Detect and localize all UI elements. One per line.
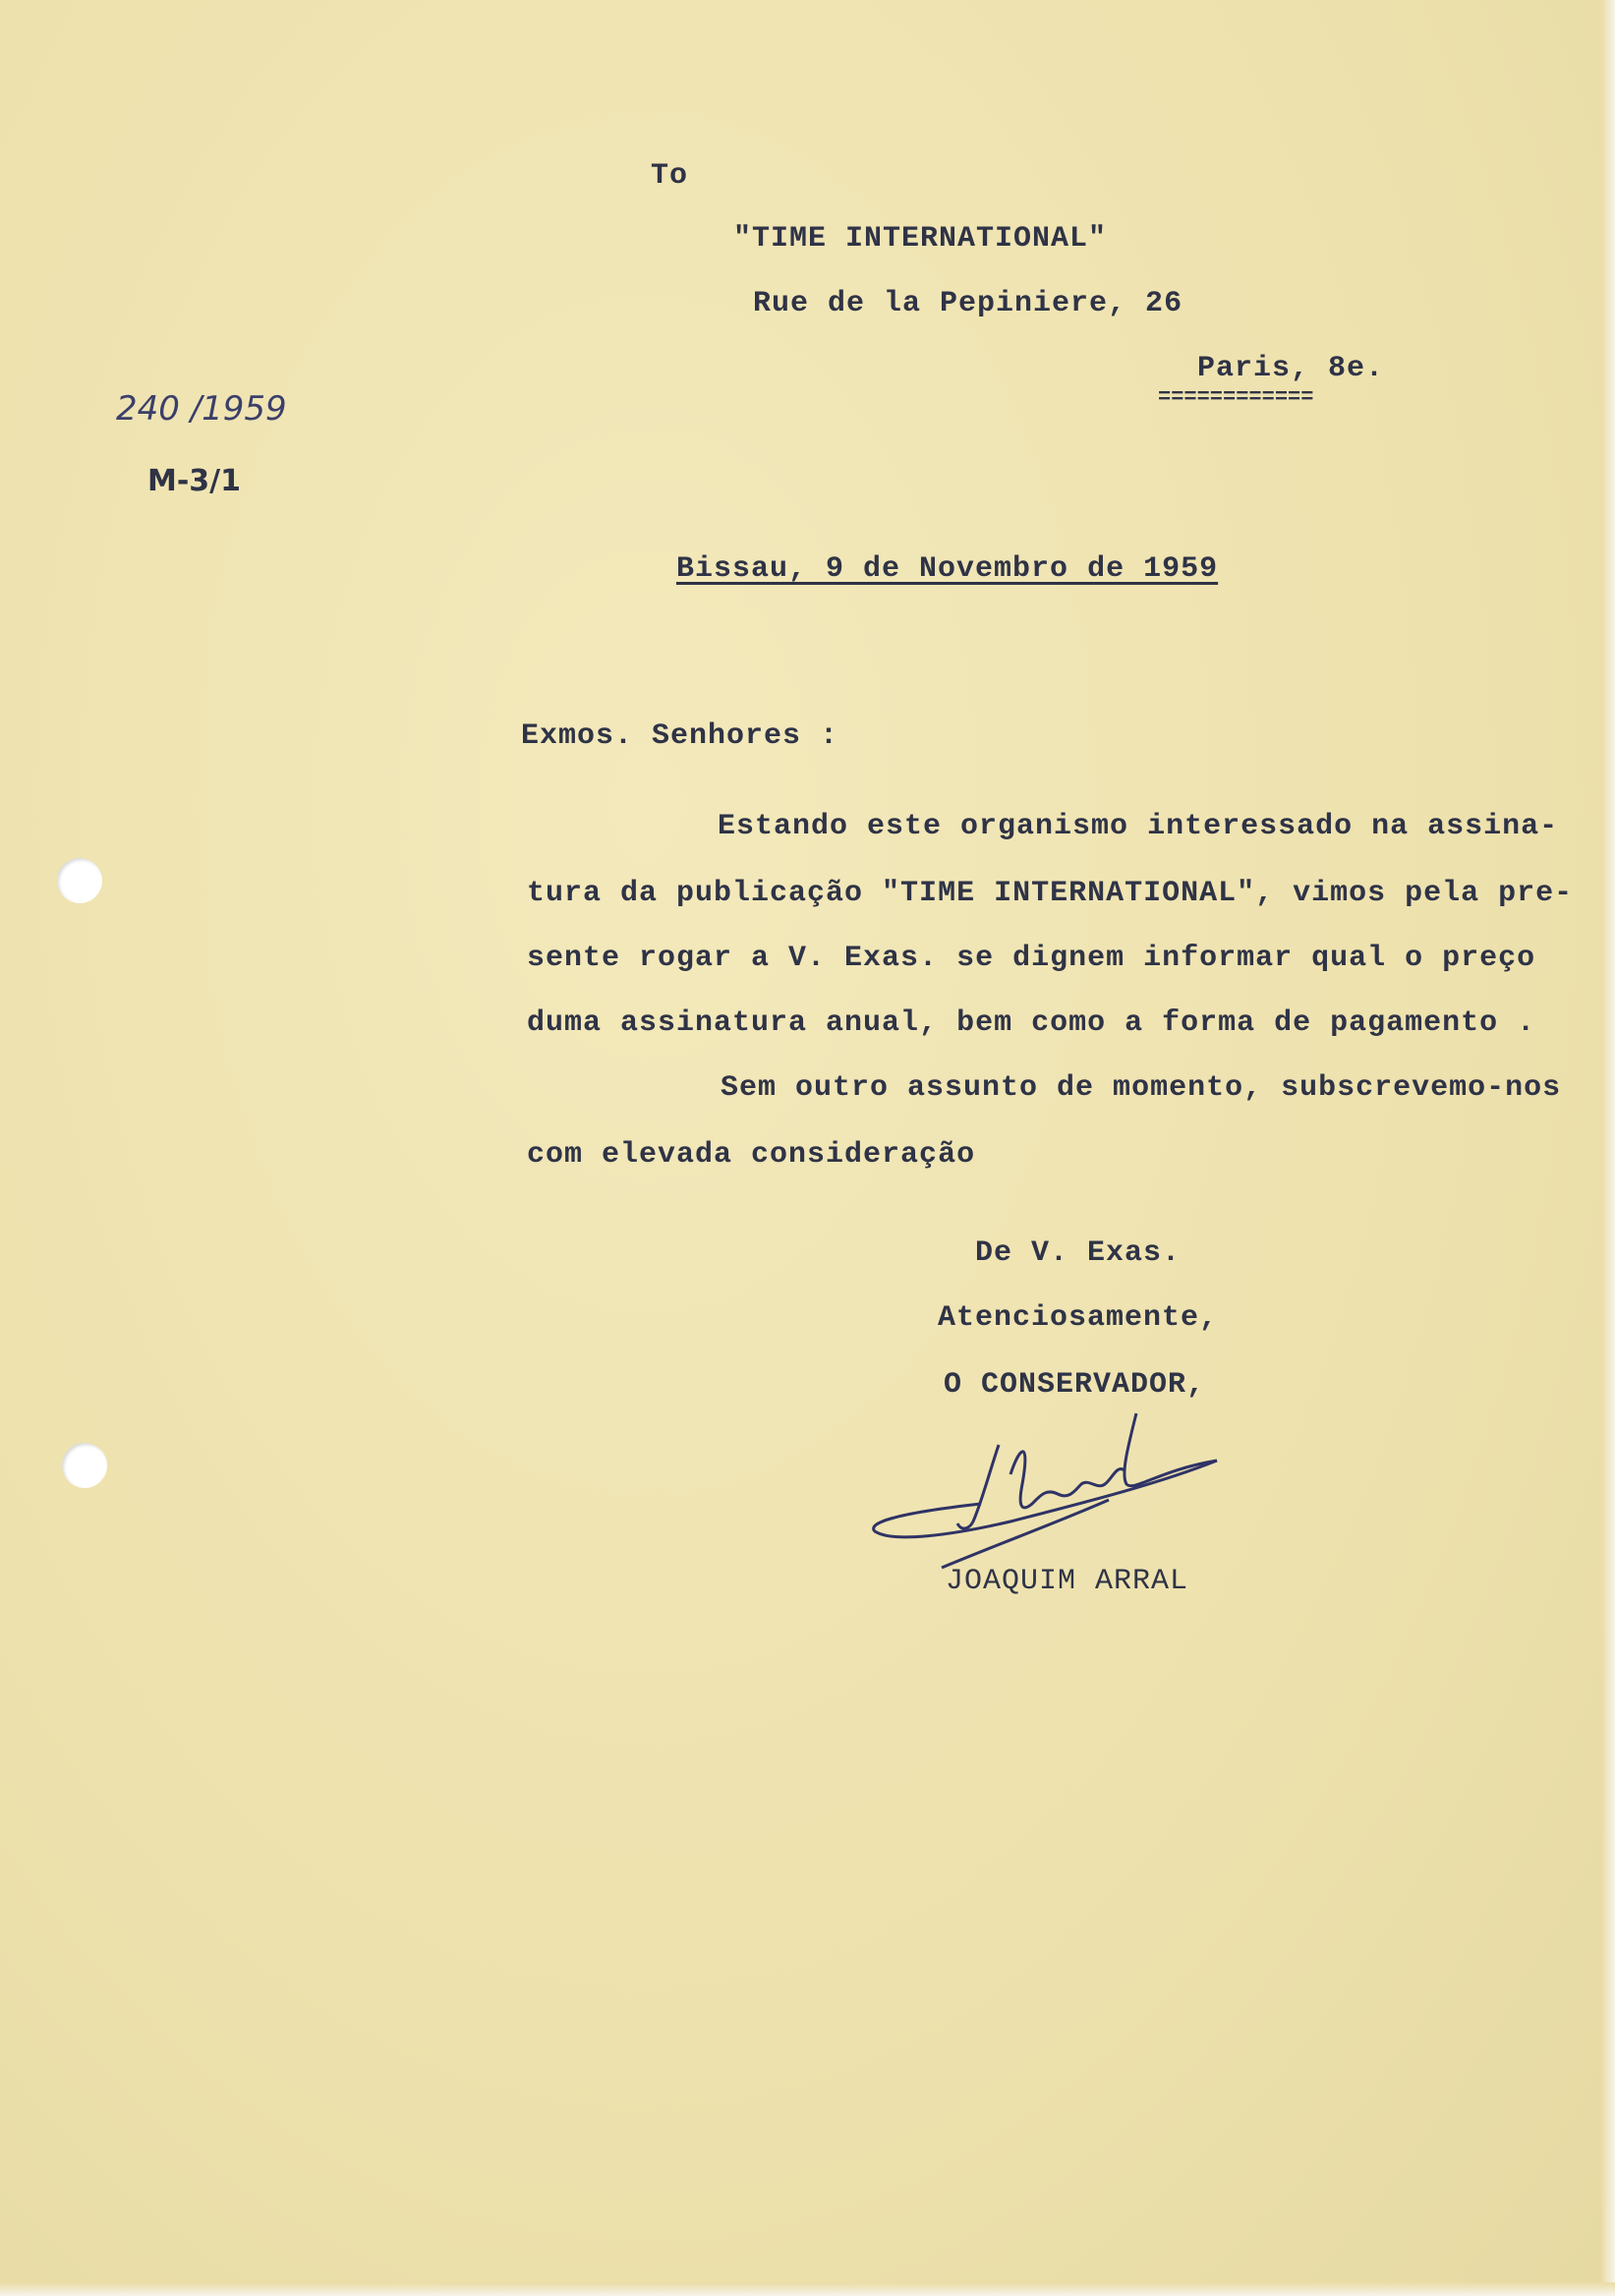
body-line-5: Sem outro assunto de momento, subscrevemo-nos: [721, 1071, 1562, 1105]
closing-line-2: Atenciosamente,: [938, 1301, 1219, 1335]
punch-hole-top: [57, 858, 102, 903]
date-line: Bissau, 9 de Novembro de 1959: [676, 552, 1219, 586]
body-line-2: tura da publicação "TIME INTERNATIONAL", vimos pela pre-: [527, 877, 1574, 910]
handwritten-reference-number: 240 /1959: [116, 389, 287, 429]
paper-edge-right: [1601, 0, 1615, 2296]
greeting: Exmos. Senhores :: [521, 719, 839, 753]
signatory-name: JOAQUIM ARRAL: [946, 1565, 1189, 1598]
body-line-3: sente rogar a V. Exas. se dignem informar qual o preço: [527, 942, 1536, 975]
recipient-street: Rue de la Pepiniere, 26: [753, 287, 1183, 320]
closing-line-1: De V. Exas.: [975, 1236, 1182, 1270]
body-line-1: Estando este organismo interessado na assina-: [718, 810, 1559, 843]
recipient-city: Paris, 8e.: [1197, 352, 1385, 385]
closing-line-3: O CONSERVADOR,: [944, 1368, 1206, 1402]
body-line-4: duma assinatura anual, bem como a forma de pagamento .: [527, 1006, 1536, 1040]
body-line-6: com elevada consideração: [527, 1138, 976, 1172]
punch-hole-bottom: [62, 1443, 107, 1488]
recipient-name: "TIME INTERNATIONAL": [733, 222, 1108, 256]
to-label: To: [651, 159, 689, 193]
paper-edge-bottom: [0, 2282, 1615, 2296]
city-underline-rule: ============: [1158, 385, 1314, 410]
reference-code: M-3/1: [147, 464, 242, 498]
handwritten-signature: [863, 1406, 1227, 1573]
